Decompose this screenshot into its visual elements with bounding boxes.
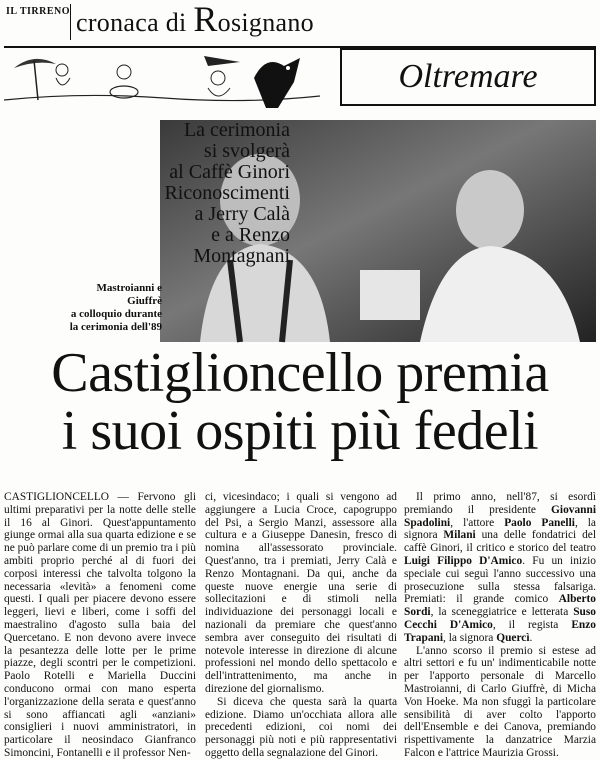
deck-line: La cerimonia xyxy=(183,119,290,141)
section-prefix: cronaca di xyxy=(76,8,194,37)
caption-line: a colloquio durante xyxy=(70,308,162,320)
deck-line: al Caffè Ginori xyxy=(169,161,290,183)
article-paragraph: L'anno scorso il premio si estese ad altri settori e fu un' indimenticabile notte per l'apporto personale di Marcello Mastroianni, di Carlo Giuffrè, di Micha Von Hoeke. Ma non sfuggì la particolare sensibilità di aver colto l'apporto dell'Ensemble e dei Canova, premiando rispettivamente la danzatrice Marzia Falcon e l'attrice Maurizia Grossi. xyxy=(404,644,596,759)
section-title xyxy=(76,0,314,39)
headline-line: i suoi ospiti più fedeli xyxy=(61,400,539,462)
article-paragraph: CASTIGLIONCELLO — Fervono gli ultimi preparativi per la notte delle stelle il 16 al Ginori. Quest'appuntamento giunge ormai alla sua quarta edizione e se ne può parlare come di un premio tra i più ambiti proprio perché al di fuori dei corposi interessi che talvolta tolgono la necessaria «levità» a fenomeni come questi. I quali per piacere devono essere leggeri, lievi e liberi, come i soffi del maestralino d'agosto sulla baia del Quercetano. E non devono avere invece la pesantezza delle lotte per le prime piazze, degli scontri per le competizioni. Paolo Rotelli e Mariella Duccini conducono ormai con mano esperta l'organizzazione della serata e quest'anno si sono affiancati agli «anziani» consiglieri i nuovi amministratori, in particolare il neosindaco Gianfranco Simoncini, Fontanelli e il professor Nen- xyxy=(4,491,196,759)
deck-line: a Jerry Calà xyxy=(194,203,290,225)
article-paragraph: Si diceva che questa sarà la quarta edizione. Diamo un'occhiata allora alle precedenti edizioni, coi nomi dei personaggi più noti e più rappresentativi oggetto della segnalazione del Ginori. xyxy=(205,695,397,759)
photo-caption xyxy=(62,282,162,334)
headline-line: Castiglioncello premia xyxy=(51,342,549,404)
section-rest: osignano xyxy=(217,8,314,37)
masthead-divider xyxy=(70,4,71,40)
deck-line: e a Renzo xyxy=(211,224,290,246)
article-column-1 xyxy=(4,491,196,759)
deck-line: Montagnani xyxy=(193,245,290,267)
oltremare-banner: Oltremare xyxy=(340,48,596,106)
article-paragraph: Il primo anno, nell'87, si esordì premiando il presidente Giovanni Spadolini, l'attore Paolo Panelli, la signora Milani una delle fondatrici del caffè Ginori, il critico e storico del teatro Luigi Filippo D'Amico. Fu un inizio speciale cui seguì l'anno successivo una prosecuzione sulla stessa falsariga. Premiati: il grande comico Alberto Sordi, la sceneggiatrice e letterata Suso Cecchi D'Amico, il regista Enzo Trapani, la signora Quercì. xyxy=(404,491,596,644)
newspaper-name: IL TIRRENO xyxy=(6,6,71,17)
caption-line: la cerimonia dell'89 xyxy=(69,321,162,333)
article-column-3 xyxy=(404,491,596,759)
headline xyxy=(0,344,600,460)
deck-line: si svolgerà xyxy=(203,140,290,162)
article-column-2 xyxy=(205,491,397,759)
article-paragraph: ci, vicesindaco; i quali si vengono ad aggiungere a Lucia Croce, capogruppo del Psi, a Sergio Manzi, assessore alla cultura e a Giuseppe Danesin, fresco di nomina all'assessorato provinciale. Quest'anno, tra i premiati, Jerry Calà e Renzo Montagnani. Da qui, anche da queste nuove energie una serie di sollecitazioni e di stimoli nella individuazione dei personaggi locali e nazionali da premiare che quest'anno sembra aver conseguito dei risultati di notevole interesse in direzione di alcune professioni nel mondo dello spettacolo e dell'intrattenimento, ma anche in direzione del giornalismo. xyxy=(205,491,397,695)
caption-line: Mastroianni e Giuffrè xyxy=(96,282,162,307)
deck xyxy=(100,120,290,267)
section-initial: R xyxy=(193,0,218,39)
beach-cartoon-illustration xyxy=(4,48,320,114)
masthead xyxy=(4,0,596,48)
deck-line: Riconoscimenti xyxy=(164,182,290,204)
